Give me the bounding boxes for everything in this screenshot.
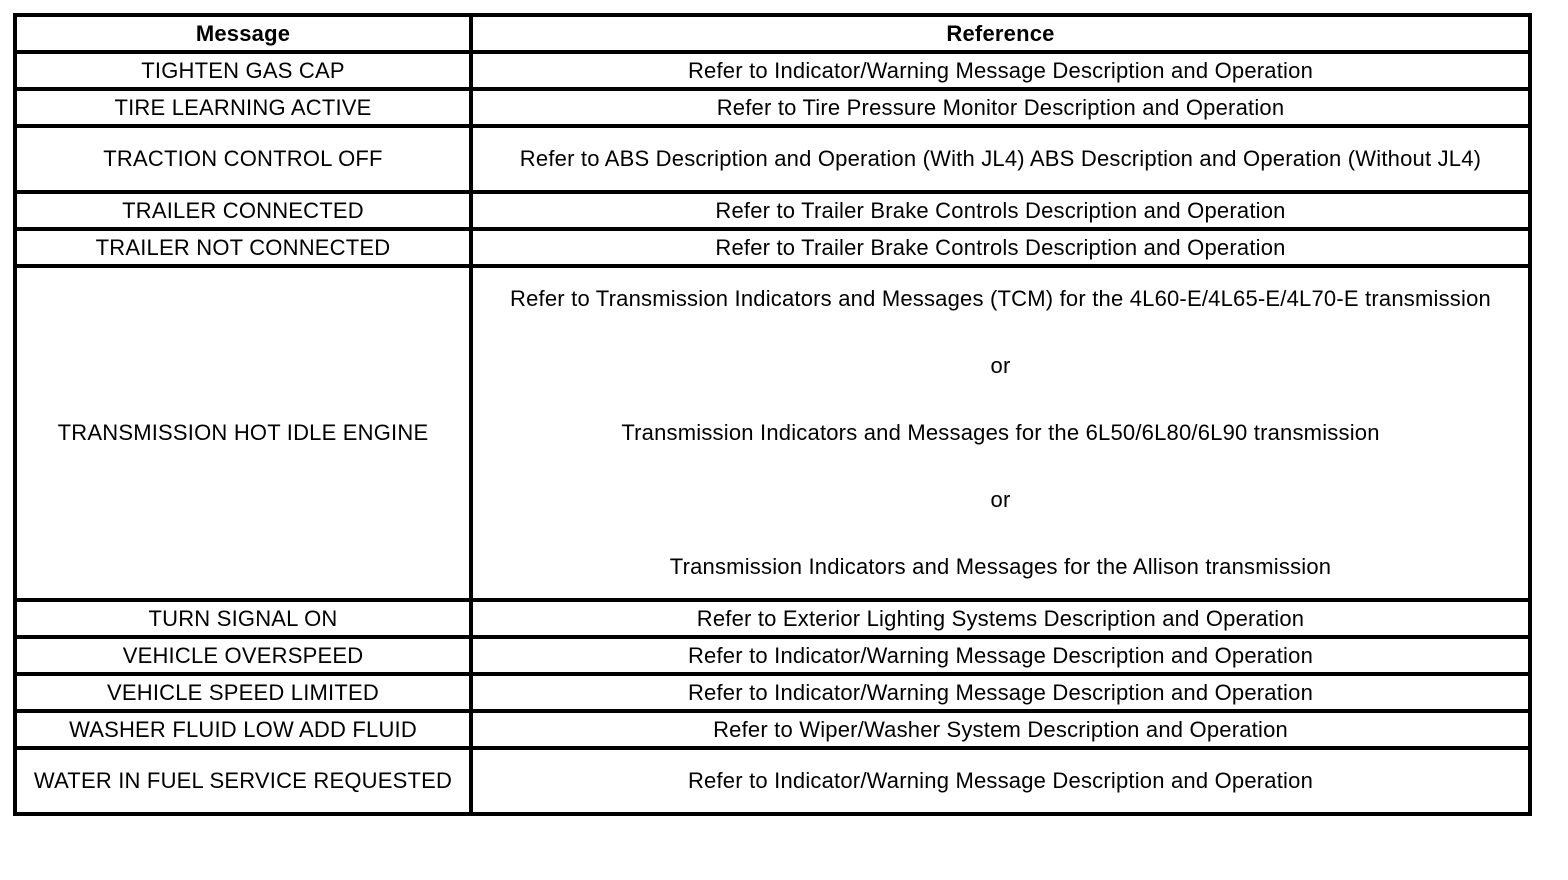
message-cell: TRANSMISSION HOT IDLE ENGINE	[15, 266, 471, 600]
reference-cell: Refer to Trailer Brake Controls Description and Operation	[471, 229, 1530, 266]
table-row	[15, 600, 1530, 637]
reference-cell: Refer to Wiper/Washer System Description and Operation	[471, 711, 1530, 748]
reference-paragraph: Transmission Indicators and Messages for the 6L50/6L80/6L90 transmission	[621, 420, 1380, 445]
table-row	[15, 266, 1530, 600]
reference-cell-multi	[471, 266, 1530, 600]
header-row	[15, 15, 1530, 52]
table-row	[15, 748, 1530, 814]
table-row	[15, 674, 1530, 711]
table-row	[15, 52, 1530, 89]
reference-cell: Refer to Indicator/Warning Message Description and Operation	[471, 637, 1530, 674]
reference-cell: Refer to ABS Description and Operation (With JL4) ABS Description and Operation (Without JL4)	[471, 126, 1530, 192]
table-row	[15, 229, 1530, 266]
message-cell: TRAILER CONNECTED	[15, 192, 471, 229]
table-header	[15, 15, 1530, 52]
reference-or-separator: or	[990, 353, 1011, 378]
reference-paragraph: Transmission Indicators and Messages for the Allison transmission	[669, 554, 1332, 579]
message-cell: TRACTION CONTROL OFF	[15, 126, 471, 192]
table-row	[15, 637, 1530, 674]
reference-cell: Refer to Trailer Brake Controls Description and Operation	[471, 192, 1530, 229]
table-row	[15, 89, 1530, 126]
message-cell: VEHICLE OVERSPEED	[15, 637, 471, 674]
message-cell: WASHER FLUID LOW ADD FLUID	[15, 711, 471, 748]
message-cell: VEHICLE SPEED LIMITED	[15, 674, 471, 711]
reference-cell: Refer to Indicator/Warning Message Description and Operation	[471, 52, 1530, 89]
table-row	[15, 711, 1530, 748]
reference-cell: Refer to Exterior Lighting Systems Description and Operation	[471, 600, 1530, 637]
message-cell: TURN SIGNAL ON	[15, 600, 471, 637]
message-cell: WATER IN FUEL SERVICE REQUESTED	[15, 748, 471, 814]
reference-cell: Refer to Indicator/Warning Message Description and Operation	[471, 748, 1530, 814]
column-header-reference: Reference	[471, 15, 1530, 52]
message-reference-table	[13, 13, 1532, 816]
reference-cell: Refer to Tire Pressure Monitor Description and Operation	[471, 89, 1530, 126]
reference-or-separator: or	[990, 487, 1011, 512]
column-header-message: Message	[15, 15, 471, 52]
message-cell: TRAILER NOT CONNECTED	[15, 229, 471, 266]
table-row	[15, 126, 1530, 192]
message-cell: TIRE LEARNING ACTIVE	[15, 89, 471, 126]
message-cell: TIGHTEN GAS CAP	[15, 52, 471, 89]
reference-paragraph: Refer to Transmission Indicators and Messages (TCM) for the 4L60-E/4L65-E/4L70-E transmission	[510, 286, 1491, 311]
table-row	[15, 192, 1530, 229]
reference-cell: Refer to Indicator/Warning Message Description and Operation	[471, 674, 1530, 711]
table-body	[15, 52, 1530, 814]
